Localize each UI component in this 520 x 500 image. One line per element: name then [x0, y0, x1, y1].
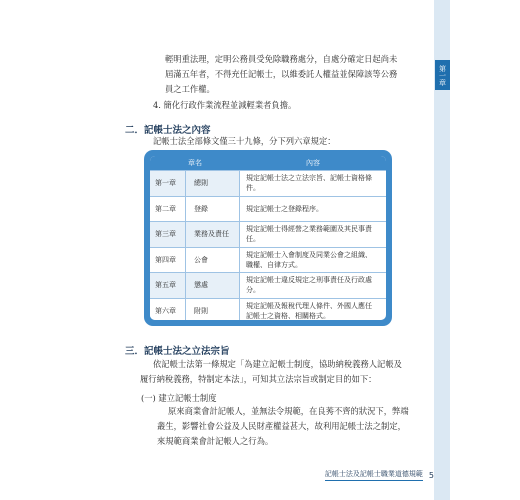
- chapter-number: 第三章: [150, 222, 186, 247]
- section-3-line-1: 依記帳士法第一條規定「為建立記帳士制度，協助納稅義務人記帳及: [153, 359, 402, 369]
- chapter-description: 規定記帳士之登錄程序。: [246, 204, 323, 213]
- section-2-intro: 記帳士法全部條文僅三十九條，分下列六章規定：: [153, 136, 336, 146]
- intro-line-3: 員之工作權。: [165, 84, 215, 94]
- chapter-description: 規定記帳及報稅代理人條件、外國人應任記帳士之資格、相關格式。: [246, 301, 372, 320]
- header-content: 內容: [306, 159, 320, 167]
- intro-line-1: 輕明重法理，定明公務員受免除職務處分，自處分確定日起尚未: [165, 54, 398, 64]
- chapter-name: 懲處: [186, 273, 240, 298]
- chapter-number: 第四章: [150, 248, 186, 273]
- page-footer: [296, 468, 434, 482]
- chapter-number: 第五章: [150, 273, 186, 298]
- subsection-1-line-1: 原來商業會計記帳人，並無法令規範，在良莠不齊的狀況下，弊端: [168, 406, 409, 416]
- section-3-heading: 三．記帳士法之立法宗旨: [125, 346, 230, 357]
- footer-title: 記帳士法及記帳士職業道德規範: [325, 469, 423, 481]
- chapter-table: [144, 150, 392, 326]
- subsection-1-line-3: 來規範商業會計記帳人之行為。: [157, 436, 274, 446]
- chapter-description: 規定記帳士違反規定之刑事責任及行政處分。: [246, 276, 372, 295]
- chapter-number: 第一章: [150, 171, 186, 196]
- table-row: [150, 247, 386, 273]
- chapter-description: 規定記帳士入會制度及同業公會之組織、職權、自律方式。: [246, 250, 372, 269]
- chapter-number: 第二章: [150, 197, 186, 222]
- chapter-name: 附則: [186, 299, 240, 321]
- section-3-line-2: 履行納稅義務，特制定本法」，可知其立法宗旨或制定目的如下：: [140, 374, 377, 384]
- subsection-1-heading: (一) 建立記帳士制度: [141, 393, 217, 403]
- chapter-tab: 第一章: [435, 60, 450, 90]
- chapter-name: 公會: [186, 248, 240, 273]
- chapter-name: 業務及責任: [186, 222, 240, 247]
- table-row: [150, 170, 386, 196]
- chapter-name: 總則: [186, 171, 240, 196]
- chapter-number: 第六章: [150, 299, 186, 321]
- page-number: 5: [428, 470, 434, 480]
- subsection-1-line-2: 叢生，影響社會公益及人民財產權益甚大，故利用記帳士法之制定，: [157, 421, 406, 431]
- section-2-heading: 二．記帳士法之內容: [125, 125, 211, 136]
- intro-line-2: 屆滿五年者，不得充任記帳士，以維委託人權益並保障該等公務: [165, 69, 398, 79]
- table-row: [150, 196, 386, 222]
- chapter-description: 規定記帳士法之立法宗旨、記帳士資格條件。: [246, 174, 372, 193]
- header-chapter-name: 章名: [188, 159, 202, 167]
- table-row: [150, 272, 386, 298]
- table-row: [150, 221, 386, 247]
- chapter-description: 規定記帳士得經營之業務範圍及其民事責任。: [246, 225, 372, 244]
- chapter-name: 登錄: [186, 197, 240, 222]
- table-header: [150, 156, 386, 170]
- table-row: [150, 298, 386, 321]
- list-item-4: 4. 簡化行政作業流程並減輕業者負擔。: [153, 100, 297, 110]
